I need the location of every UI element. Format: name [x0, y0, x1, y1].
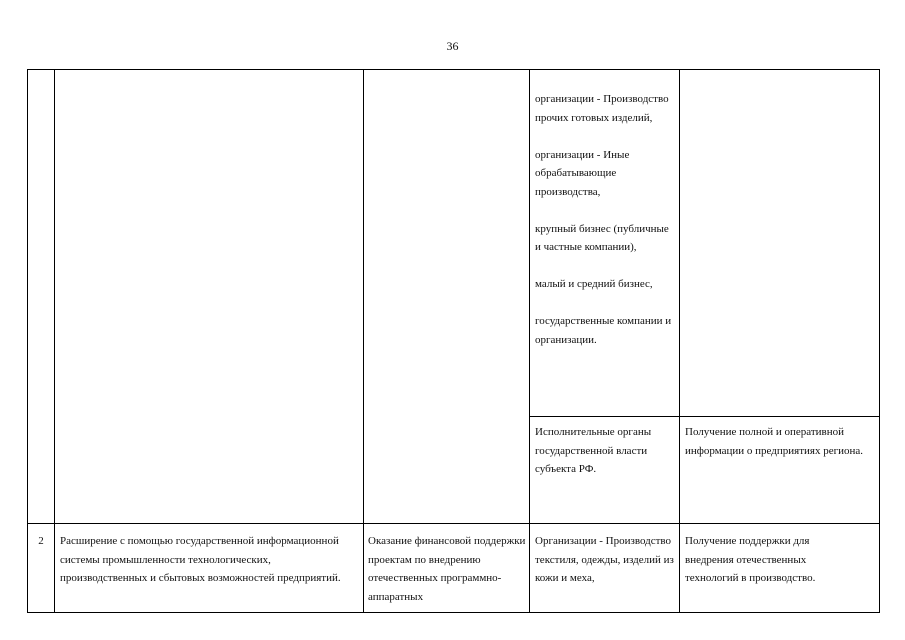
row2-col4-cell: Организации - Производство текстиля, одежды, изделий из кожи и меха, — [535, 535, 674, 584]
table-divider-col2 — [363, 69, 364, 613]
table-divider-col4 — [679, 69, 680, 613]
list-item: крупный бизнес (публичные и частные компании), — [535, 222, 669, 253]
table-divider-col3 — [529, 69, 530, 613]
table-row-divider — [27, 523, 880, 524]
row2-col2-cell: Расширение с помощью государственной информационной системы промышленности технологических, производственных и сбытовых возможностей предприятий. — [60, 535, 341, 584]
row2-col5-cell: Получение поддержки для внедрения отечественных технологий в производство. — [685, 535, 816, 584]
list-item: государственные компании и организации. — [535, 315, 672, 346]
list-item: организации - Иные обрабатывающие производства, — [535, 148, 630, 198]
table-border-right — [879, 69, 880, 613]
table-subrow-divider — [529, 416, 880, 417]
list-item: малый и средний бизнес, — [535, 278, 653, 290]
row2-col3-cell: Оказание финансовой поддержки проектам по внедрению отечественных программно-аппаратных — [368, 535, 526, 603]
page-number: 36 — [446, 39, 459, 53]
list-item: организации - Производство прочих готовых изделий, — [535, 93, 669, 124]
row1-col4-bottom-cell: Исполнительные органы государственной власти субъекта РФ. — [535, 426, 652, 475]
table-border-bottom — [27, 612, 880, 613]
row2-number-cell: 2 — [38, 535, 44, 547]
table-border-top — [27, 69, 880, 70]
row1-col4-top-cell — [535, 90, 677, 349]
row1-col5-bottom-cell: Получение полной и оперативной информации о предприятиях региона. — [685, 426, 864, 457]
